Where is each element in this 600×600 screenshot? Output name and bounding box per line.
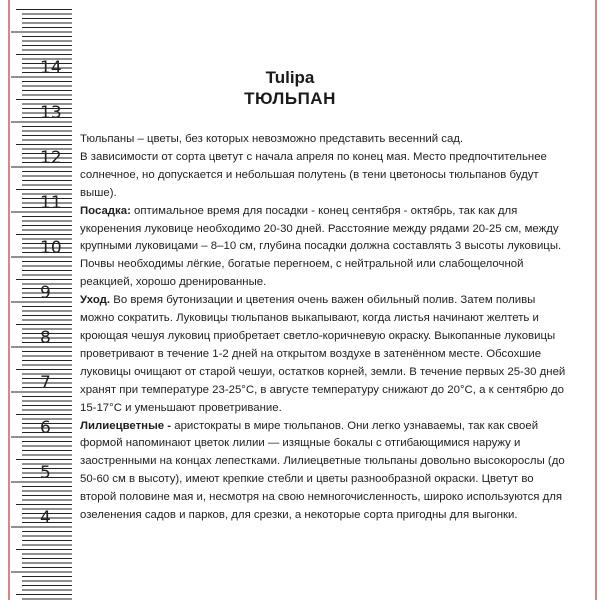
ruler-label: 9 [40,283,51,303]
lily-label: Лилиецветные - [80,419,172,432]
intro-paragraph: В зависимости от сорта цветут с начала апреля по конец мая. Место предпочтительнее солнечное, но допускается и небольшая полутень (в тени цветоносы тюльпанов будут выше). [80,150,547,199]
planting-text: оптимальное время для посадки - конец сентября - октябрь, так как для укоренения луковице необходимо 20-30 дней. Расстояние между рядами 20-25 см, между крупными луковицами – 8–10 см, глубина посадки должна составлять 3 высоты луковицы. Почвы необходимы лёгкие, богатые перегноем, с нейтральной или слабощелочной реакцией, хорошо дренированные. [80,204,562,289]
care-paragraph [80,292,567,417]
title-block [80,68,500,110]
ruler-edge-right [590,0,600,600]
ruler-label: 4 [40,508,51,528]
ruler-label: 6 [40,418,51,438]
ruler-label: 14 [40,58,62,78]
ruler-label: 5 [40,463,51,483]
planting-label: Посадка: [80,204,131,217]
lily-text: аристократы в мире тюльпанов. Они легко узнаваемы, так как своей формой напоминают цветок лилии — изящные бокалы с отгибающимися наружу и заостренными на концах лепестками. Лилиецветные тюльпаны довольно высокорослы (до 50-60 см в высоту), имеют крепкие стебли и цветы разнообразной окраски. Цветут во второй половине мая и, несмотря на свою немногочисленность, широко используются для озеленения садов и парков, для срезки, а некоторые сорта пригодны для выгонки. [80,419,565,522]
ruler-label: 11 [40,193,62,213]
ruler-label: 7 [40,373,51,393]
description [80,131,567,525]
ruler-label: 12 [40,148,62,168]
ruler-label: 8 [40,328,51,348]
care-text: Во время бутонизации и цветения очень важен обильный полив. Затем поливы можно сократить. Луковицы тюльпанов выкапывают, когда листья начинают желтеть и кроющая чешуя луковиц приобретает светло-коричневую окраску. Выкопанные луковицы проветривают в течение 1-2 дней на открытом воздухе в затенённом месте. Обсохшие луковицы очищают от старой чешуи, остатков корней, земли. В течение первых 25-30 дней хранят при температуре 23-25°C, в августе температуру снижают до 20°C, а к сентябрю до 15-17°C и уменьшают проветривание. [80,294,566,414]
latin-name: Tulipa [265,68,315,87]
intro-line-1: Тюльпаны – цветы, без которых невозможно представить весенний сад. [80,133,464,145]
planting-paragraph [80,203,567,293]
ruler-label: 13 [40,103,62,123]
lily-paragraph [80,418,567,525]
ruler-label: 10 [40,238,62,258]
russian-name: ТЮЛЬПАН [244,89,336,108]
care-label: Уход. [80,294,111,307]
